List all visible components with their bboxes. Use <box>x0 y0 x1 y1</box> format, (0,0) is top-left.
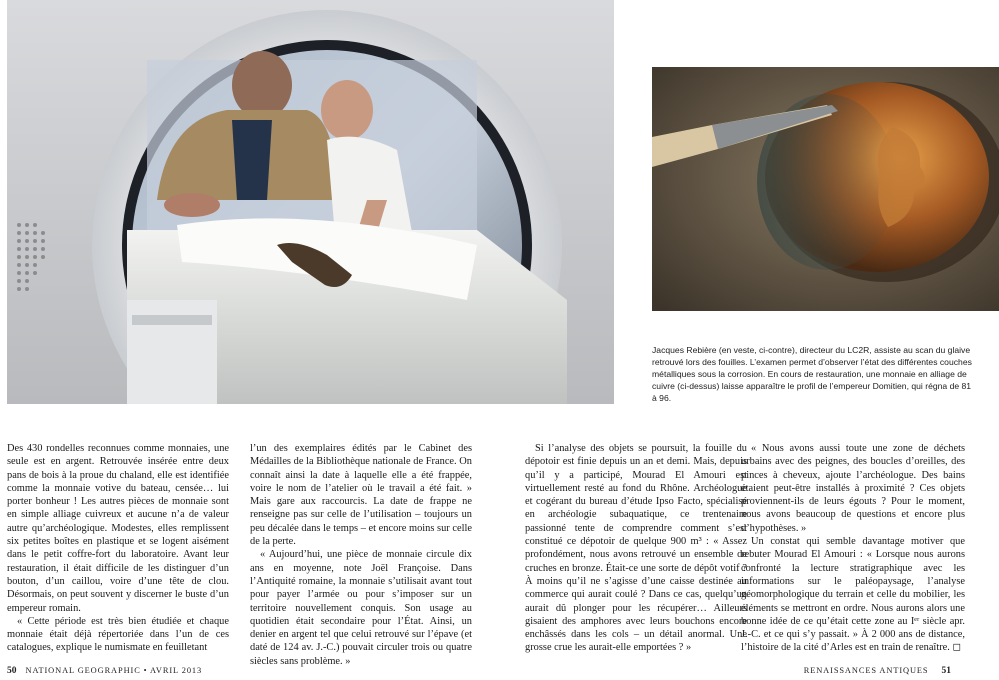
page-number-left: 50 <box>7 666 17 676</box>
section-folio: RENAISSANCES ANTIQUES <box>803 666 929 675</box>
paragraph: Des 430 rondelles reconnues comme monnaies, une seule est en argent. Retrouvée insérée entre deux pans de bois à la proue du chaland, elle est identifiée comme la monnaie votive du bateau, censée… lui porter bonheur ! Les autres pièces de monnaie sont en simple alliage cuivreux et aucune n’a de valeur autre qu’archéologique. Modestes, elles remplissent six petites boîtes en plastique et se logent aisément dans le petit coffre-fort du laboratoire. Avant leur restauration, il était difficile de les distinguer d’un bouton, d’un caillou, voire d’une tête de clou. Désormais, on peut souvent y discerner le buste d’un empereur romain. <box>7 443 229 614</box>
paragraph: « Aujourd’hui, une pièce de monnaie circule dix ans en moyenne, note Joël Françoise. Dans l’Antiquité romaine, la monnaie s’utilisait avant tout pour payer l’armée ou pour s’imposer sur un territoire nouvellement conquis. Son usage au quotidien était secondaire pour l’État. Ainsi, un denier en argent tel que celui retrouvé sur l’épave (et daté de 124 av. J.-C.) pouvait circuler trois ou quatre siècles sans problème. » <box>250 549 472 667</box>
page-number-right: 51 <box>941 666 951 676</box>
paragraph: Si l’analyse des objets se poursuit, la fouille du dépotoir est finie depuis un an et demi. Mais, depuis qu’il y a participé, Mourad El Amouri est virtuellement resté au fond du Rhône. Archéologue et cogérant du bureau d’étude Ipso Facto, spécialisé en archéologie subaquatique, ce trentenaire passionné tente de comprendre comment s’est constitué ce dépotoir de quelque 900 m³ : « Assez profondément, nous avons retrouvé un ensemble de cruches en bronze. Était-ce une sorte de dépôt votif ? À moins qu’il ne s’agisse d’une caisse destinée au commerce qui aurait coulé ? Dans ce cas, quelqu’un aurait dû plonger pour les récupérer… Ailleurs gisaient des amphores avec leurs bouchons encore enchâssés dans les cols – un détail anormal. Une grosse crue les aurait-elle emportées ? » <box>525 443 747 654</box>
paragraph: l’un des exemplaires édités par le Cabinet des Médailles de la Bibliothèque nationale de France. On connaît ainsi la date à laquelle elle a été frappée, voire le nom de l’atelier où le travail a été fait. » Mais gare aux raccourcis. La date de frappe ne renseigne pas sur celle de l’utilisation – toujours un peu décalée dans le temps – et encore moins sur celle de la perte. <box>250 443 472 548</box>
scanner-illustration <box>7 0 614 404</box>
scanner-photo <box>7 0 614 404</box>
photo-caption: Jacques Rebière (en veste, ci-contre), directeur du LC2R, assiste au scan du glaive retrouvé lors des fouilles. L’examen permet d’observer l’état des différentes couches métalliques sous la corrosion. En cours de restauration, une monnaie en alliage de cuivre (ci-dessus) laisse apparaître le profil de l’empereur Domitien, qui régna de 81 à 96. <box>652 345 972 403</box>
paragraph: « Cette période est très bien étudiée et chaque monnaie était déjà répertoriée dans l’un de ces catalogues, explique le numismate en feuilletant <box>7 615 229 654</box>
magazine-folio: NATIONAL GEOGRAPHIC • AVRIL 2013 <box>25 666 203 675</box>
paragraph: Un constat qui semble davantage motiver que rebuter Mourad El Amouri : « Lorsque nous aurons confronté la lecture stratigraphique avec les informations sur le paléopaysage, l’analyse géomorphologique du terrain et celle du mobilier, les éléments se mettront en ordre. Nous aurons alors une bonne idée de ce qu’était cette zone au Iᵉʳ siècle apr. J.-C. et ce qui s’y passait. » À 2 000 ans de distance, l’histoire de la cité d’Arles est en train de renaître. ◻ <box>741 536 965 654</box>
text-column-3 <box>525 442 747 655</box>
coin-illustration <box>652 67 999 311</box>
paragraph: « Nous avons aussi toute une zone de déchets urbains avec des peignes, des boucles d’oreilles, des pinces à cheveux, ajoute l’archéologue. Des bains étaient peut-être installés à proximité ? Ces objets proviennent-ils de leurs égouts ? Pour le moment, nous avons beaucoup de questions et encore plus d’hypothèses. » <box>741 443 965 534</box>
footer-left <box>7 666 202 676</box>
text-column-4 <box>741 442 965 655</box>
footer-right <box>804 666 951 676</box>
text-column-1 <box>7 442 229 655</box>
text-column-2 <box>250 442 472 668</box>
coin-photo <box>652 67 999 311</box>
